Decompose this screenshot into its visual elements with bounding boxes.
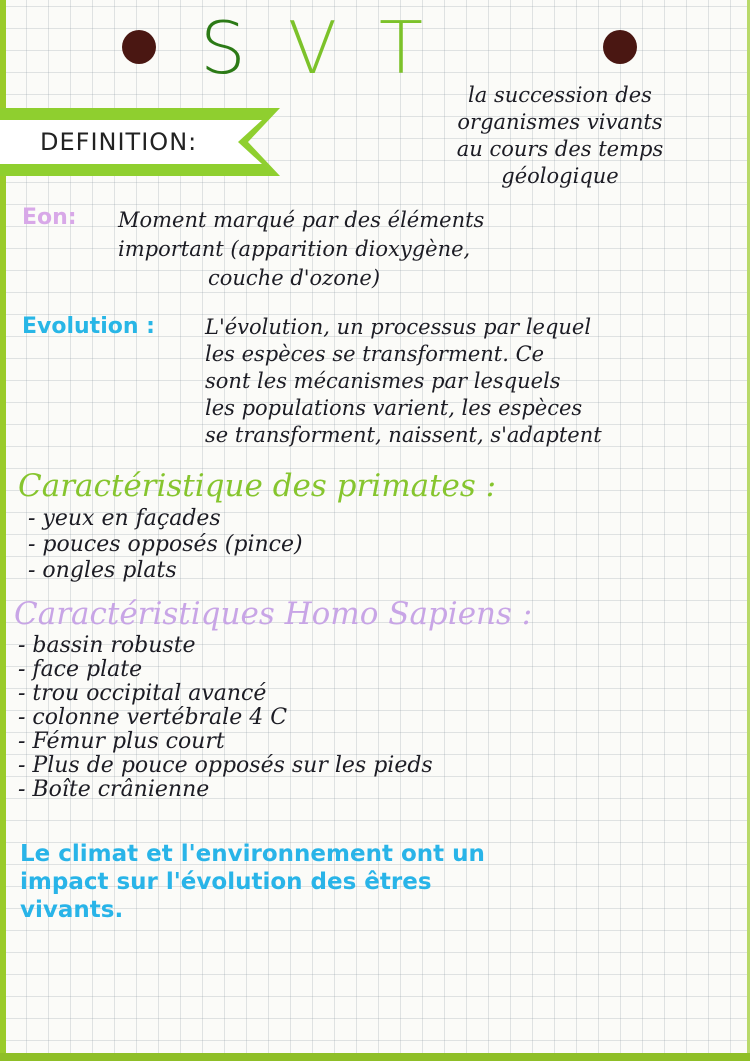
list-item: - trou occipital avancé	[18, 681, 267, 706]
evolution-line: les populations varient, les espèces	[205, 396, 583, 420]
homo-sapiens-list	[18, 634, 433, 802]
primates-list	[28, 506, 303, 584]
list-item: - colonne vertébrale 4 C	[18, 705, 288, 730]
list-item: - Fémur plus court	[18, 729, 225, 754]
page-bottom-border	[0, 1053, 750, 1061]
eon-term: Eon:	[22, 205, 77, 230]
list-item: - ongles plats	[28, 558, 177, 583]
list-item: - yeux en façades	[28, 506, 221, 531]
evolution-line: les espèces se transforment. Ce	[205, 342, 545, 366]
list-item: - Boîte crânienne	[18, 777, 210, 802]
punch-hole-left	[122, 30, 156, 64]
eon-line: Moment marqué par des éléments	[118, 208, 485, 232]
definition-line: géologique	[501, 164, 619, 188]
conclusion-line: Le climat et l'environnement ont un	[20, 841, 485, 867]
definition-label: DEFINITION:	[40, 128, 198, 156]
eon-line: important (apparition dioxygène,	[118, 237, 471, 261]
list-item: - pouces opposés (pince)	[28, 532, 303, 557]
definition-line: au cours des temps	[456, 137, 664, 161]
evolution-line: L'évolution, un processus par lequel	[205, 315, 592, 339]
homo-sapiens-heading: Caractéristiques Homo Sapiens :	[14, 596, 533, 632]
conclusion-line: vivants.	[20, 897, 124, 923]
definition-text	[400, 82, 720, 190]
definition-line: la succession des	[468, 83, 652, 107]
evolution-term: Evolution :	[22, 314, 155, 339]
conclusion-line: impact sur l'évolution des êtres	[20, 869, 432, 895]
list-item: - Plus de pouce opposés sur les pieds	[18, 753, 433, 778]
evolution-definition	[205, 314, 750, 449]
eon-line: couche d'ozone)	[208, 266, 381, 290]
definition-line: organismes vivants	[457, 110, 663, 134]
conclusion	[20, 840, 720, 924]
eon-definition	[118, 206, 658, 293]
list-item: - bassin robuste	[18, 633, 196, 658]
evolution-line: sont les mécanismes par lesquels	[205, 369, 561, 393]
punch-hole-right	[603, 30, 637, 64]
primates-heading: Caractéristique des primates :	[18, 468, 497, 504]
list-item: - face plate	[18, 657, 143, 682]
page-title: SVT	[200, 6, 465, 90]
evolution-line: se transforment, naissent, s'adaptent	[205, 423, 602, 447]
